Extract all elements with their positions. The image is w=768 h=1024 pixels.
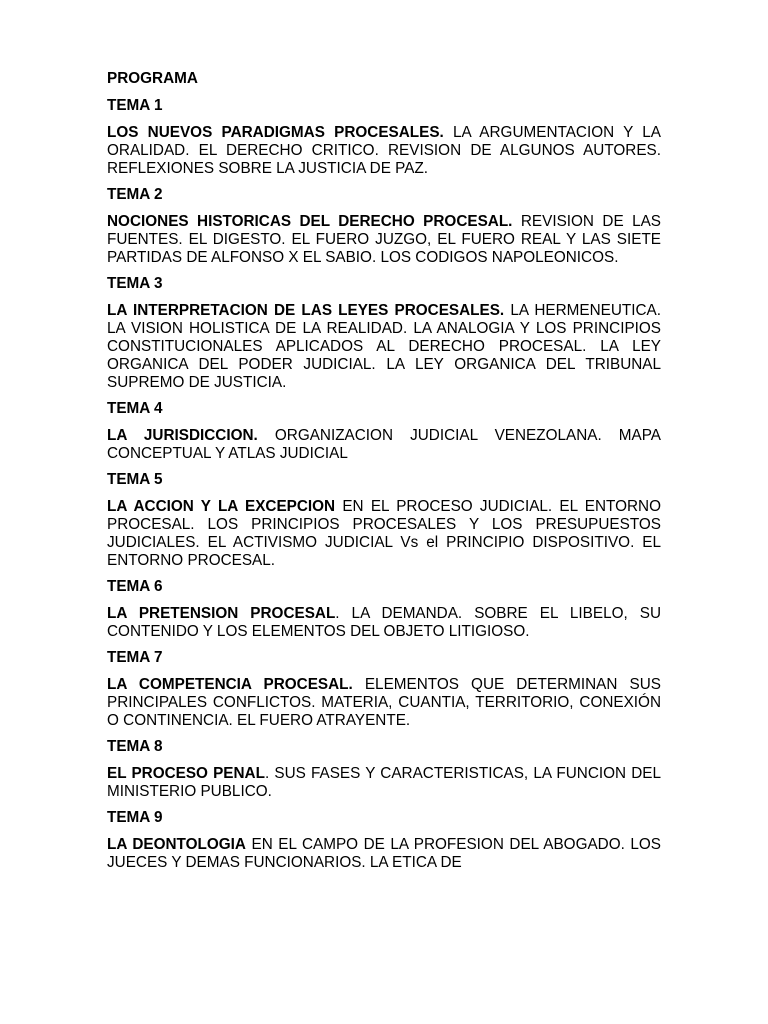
tema-heading: LA INTERPRETACION DE LAS LEYES PROCESALES. (107, 302, 505, 319)
tema-label: TEMA 1 (107, 97, 163, 114)
tema-text: EN EL CAMPO DE LA PROFESION DEL ABOGADO. LOS JUECES Y DEMAS FUNCIONARIOS. LA ETICA DE (107, 836, 662, 871)
tema-section (107, 649, 661, 730)
tema-label: TEMA 6 (107, 578, 163, 595)
tema-text: . SUS FASES Y CARACTERISTICAS, LA FUNCION DEL MINISTERIO PUBLICO. (107, 765, 661, 800)
tema-section (107, 809, 661, 872)
tema-description (107, 213, 661, 267)
tema-label: TEMA 7 (107, 649, 163, 666)
tema-text: ORGANIZACION JUDICIAL VENEZOLANA. MAPA CONCEPTUAL Y ATLAS JUDICIAL (107, 427, 661, 462)
tema-section (107, 275, 661, 392)
tema-heading: LA JURISDICCION. (107, 427, 258, 444)
tema-text: . LA DEMANDA. SOBRE EL LIBELO, SU CONTENIDO Y LOS ELEMENTOS DEL OBJETO LITIGIOSO. (107, 605, 662, 640)
tema-heading: LA COMPETENCIA PROCESAL. (107, 676, 353, 693)
tema-text: REVISION DE LAS FUENTES. EL DIGESTO. EL FUERO JUZGO, EL FUERO REAL Y LAS SIETE PARTIDAS DE ALFONSO X EL SABIO. LOS CODIGOS NAPOLEONICOS. (107, 213, 661, 266)
tema-description (107, 302, 661, 392)
tema-heading: LOS NUEVOS PARADIGMAS PROCESALES. (107, 124, 444, 141)
tema-section (107, 578, 661, 641)
document-page (107, 70, 661, 880)
tema-label: TEMA 2 (107, 186, 163, 203)
tema-heading: EL PROCESO PENAL (107, 765, 265, 782)
tema-description (107, 765, 661, 801)
tema-text: ELEMENTOS QUE DETERMINAN SUS PRINCIPALES CONFLICTOS. MATERIA, CUANTIA, TERRITORIO, CONEXIÓN O CONTINENCIA. EL FUERO ATRAYENTE. (107, 676, 661, 729)
tema-label: TEMA 9 (107, 809, 163, 826)
tema-description (107, 498, 661, 570)
tema-label: TEMA 3 (107, 275, 163, 292)
tema-section (107, 471, 661, 570)
tema-section (107, 186, 661, 267)
tema-description (107, 124, 661, 178)
tema-description (107, 427, 661, 463)
tema-description (107, 605, 661, 641)
tema-description (107, 836, 661, 872)
tema-heading: LA DEONTOLOGIA (107, 836, 246, 853)
tema-label: TEMA 4 (107, 400, 163, 417)
tema-text: LA HERMENEUTICA. LA VISION HOLISTICA DE LA REALIDAD. LA ANALOGIA Y LOS PRINCIPIOS CONSTITUCIONALES APLICADOS AL DERECHO PROCESAL. LA LEY ORGANICA DEL PODER JUDICIAL. LA LEY ORGANICA DEL TRIBUNAL SUPREMO DE JUSTICIA. (107, 302, 662, 391)
tema-label: TEMA 5 (107, 471, 163, 488)
tema-heading: LA PRETENSION PROCESAL (107, 605, 336, 622)
tema-text: LA ARGUMENTACION Y LA ORALIDAD. EL DERECHO CRITICO. REVISION DE ALGUNOS AUTORES. REFLEXIONES SOBRE LA JUSTICIA DE PAZ. (107, 124, 661, 177)
tema-section (107, 97, 661, 178)
tema-heading: LA ACCION Y LA EXCEPCION (107, 498, 336, 515)
tema-section (107, 738, 661, 801)
tema-heading: NOCIONES HISTORICAS DEL DERECHO PROCESAL. (107, 213, 513, 230)
document-title: PROGRAMA (107, 70, 198, 87)
tema-label: TEMA 8 (107, 738, 163, 755)
tema-section (107, 400, 661, 463)
tema-text: EN EL PROCESO JUDICIAL. EL ENTORNO PROCESAL. LOS PRINCIPIOS PROCESALES Y LOS PRESUPUESTOS JUDICIALES. EL ACTIVISMO JUDICIAL Vs el PRINCIPIO DISPOSITIVO. EL ENTORNO PROCESAL. (107, 498, 661, 569)
tema-description (107, 676, 661, 730)
